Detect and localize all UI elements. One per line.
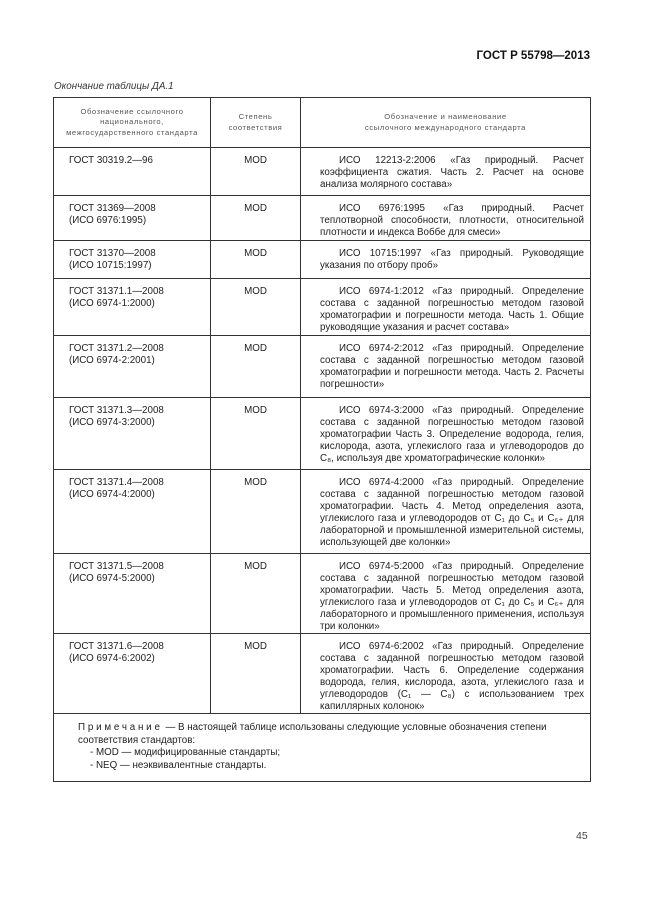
national-standard-cell (54, 279, 211, 336)
table-row (54, 634, 591, 714)
international-standard-cell: ИСО 6974-4:2000 «Газ природный. Определение состава с заданной погрешностью методом газовой хроматографии. Часть 4. Метод определения азота, углекислого газа и углеводородов от C₁ до C₅ и C₆₊ для лабораторной и промышленной измерительной системы, использующей две колонки» (301, 470, 591, 554)
national-standard-cell (54, 398, 211, 470)
national-standard: ГОСТ 30319.2—96 (69, 155, 153, 166)
international-standard-cell: ИСО 6974-6:2002 «Газ природный. Определение состава с заданной погрешностью методом газовой хроматографии. Часть 6. Определение содержания водорода, гелия, кислорода, азота, углекислого газа и углеводородов (C₁ — C₈) с использованием трех капиллярных колонок» (301, 634, 591, 714)
national-standard-ref: (ИСО 6976:1995) (69, 215, 147, 226)
table-row (54, 148, 591, 196)
national-standard-cell (54, 148, 211, 196)
national-standard-cell (54, 336, 211, 398)
table-note (54, 714, 591, 782)
national-standard-ref: (ИСО 10715:1997) (69, 260, 152, 271)
table-row (54, 554, 591, 634)
column-header-international: Обозначение и наименование ссылочного международного стандарта (301, 98, 591, 148)
national-standard: ГОСТ 31370—2008 (69, 248, 156, 259)
document-code: ГОСТ Р 55798—2013 (476, 50, 590, 62)
table-row (54, 196, 591, 241)
table-header (54, 98, 591, 148)
degree-cell: MOD (211, 148, 301, 196)
table-row (54, 279, 591, 336)
international-standard-cell: ИСО 6974-3:2000 «Газ природный. Определение состава с заданной погрешностью методом газовой хроматографии Часть 3. Определение водорода, гелия, кислорода, азота, углекислого газа и углеводородов до C₈, используя две хроматографические колонки» (301, 398, 591, 470)
national-standard-cell (54, 554, 211, 634)
degree-cell: MOD (211, 241, 301, 279)
international-standard-cell: ИСО 6974-1:2012 «Газ природный. Определение состава с заданной погрешностью методом газовой хроматографии и погрешности метода. Часть 1. Общие руководящие указания и расчет состава» (301, 279, 591, 336)
degree-cell: MOD (211, 398, 301, 470)
note-paragraph (58, 722, 582, 747)
degree-cell: MOD (211, 634, 301, 714)
degree-cell: MOD (211, 470, 301, 554)
international-standard-cell: ИСО 12213-2:2006 «Газ природный. Расчет коэффициента сжатия. Часть 2. Расчет на основе анализа молярного состава» (301, 148, 591, 196)
note-cell (54, 714, 591, 782)
table-row (54, 470, 591, 554)
table-row (54, 241, 591, 279)
table-row (54, 398, 591, 470)
table-row (54, 336, 591, 398)
national-standard-cell (54, 196, 211, 241)
national-standard-cell (54, 634, 211, 714)
degree-cell: MOD (211, 279, 301, 336)
page-number: 45 (576, 830, 588, 842)
international-standard-cell: ИСО 6976:1995 «Газ природный. Расчет теплотворной способности, плотности, относительной плотности и индекса Воббе для смеси» (301, 196, 591, 241)
national-standard-ref: (ИСО 6974-5:2000) (69, 573, 155, 584)
degree-cell: MOD (211, 554, 301, 634)
national-standard: ГОСТ 31371.5—2008 (69, 561, 164, 572)
column-header-degree: Степень соответствия (211, 98, 301, 148)
international-standard-cell: ИСО 6974-2:2012 «Газ природный. Определение состава с заданной погрешностью методом газовой хроматографии и погрешности метода. Часть 2. Расчеты погрешности» (301, 336, 591, 398)
national-standard-ref: (ИСО 6974-4:2000) (69, 489, 155, 500)
note-text: — В настоящей таблице использованы следующие условные обозначения степени соответствия стандартов: (78, 722, 547, 746)
column-header-national: Обозначение ссылочного национального, межгосударственного стандарта (54, 98, 211, 148)
national-standard-cell (54, 470, 211, 554)
national-standard-ref: (ИСО 6974-1:2000) (69, 298, 155, 309)
national-standard-ref: (ИСО 6974-3:2000) (69, 417, 155, 428)
international-standard-cell: ИСО 10715:1997 «Газ природный. Руководящие указания по отбору проб» (301, 241, 591, 279)
national-standard: ГОСТ 31371.2—2008 (69, 343, 164, 354)
national-standard: ГОСТ 31371.6—2008 (69, 641, 164, 652)
degree-cell: MOD (211, 196, 301, 241)
note-item-neq: - NEQ — неэквивалентные стандарты. (90, 759, 267, 771)
national-standard: ГОСТ 31371.1—2008 (69, 286, 164, 297)
references-table (53, 97, 591, 782)
note-item-mod: - MOD — модифицированные стандарты; (90, 747, 281, 758)
international-standard-cell: ИСО 6974-5:2000 «Газ природный. Определение состава с заданной погрешностью методом газовой хроматографии. Часть 5. Метод определения азота, углекислого газа и углеводородов от C₁ до C₅ и C₆₊ для лабораторного и промышленного применения, используя три колонки» (301, 554, 591, 634)
national-standard-cell (54, 241, 211, 279)
degree-cell: MOD (211, 336, 301, 398)
national-standard: ГОСТ 31371.3—2008 (69, 405, 164, 416)
table-caption: Окончание таблицы ДА.1 (54, 81, 174, 92)
national-standard-ref: (ИСО 6974-2:2001) (69, 355, 155, 366)
note-label: Примечание (78, 722, 163, 733)
national-standard: ГОСТ 31371.4—2008 (69, 477, 164, 488)
national-standard: ГОСТ 31369—2008 (69, 203, 156, 214)
national-standard-ref: (ИСО 6974-6:2002) (69, 653, 155, 664)
